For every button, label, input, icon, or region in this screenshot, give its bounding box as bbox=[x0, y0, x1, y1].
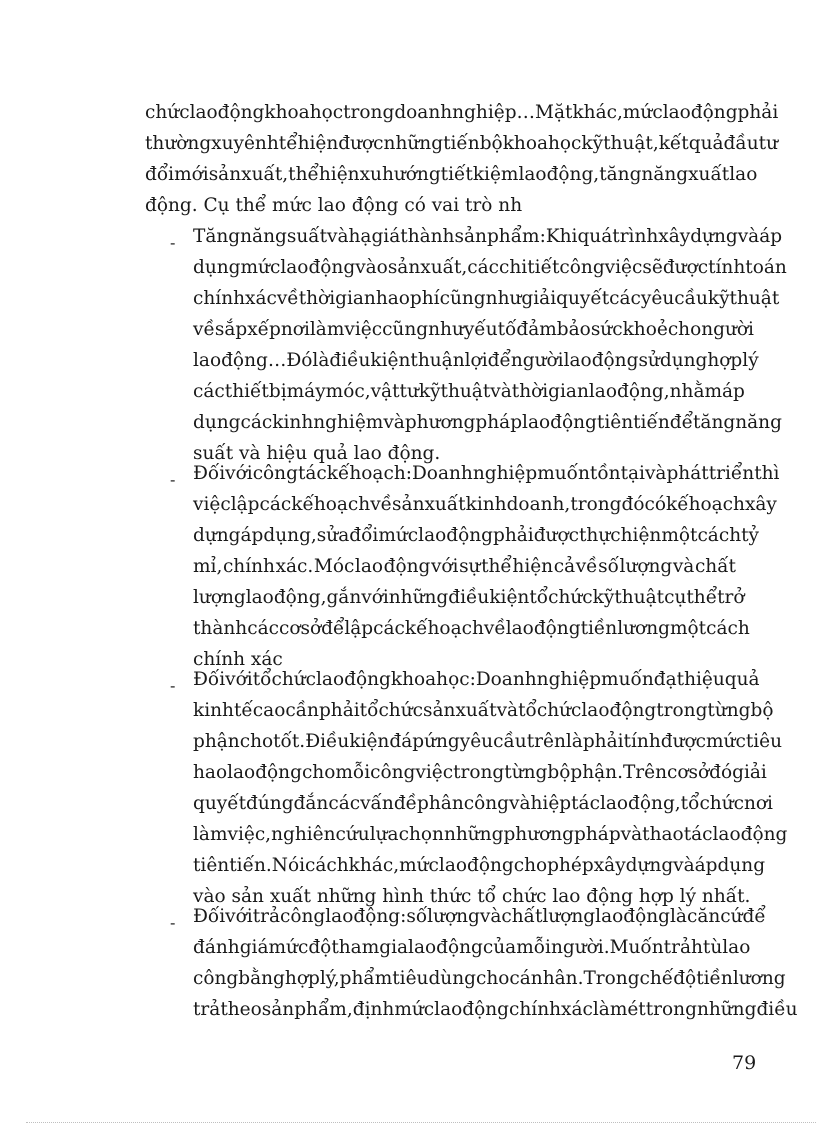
text-line: công bằng hợp lý, phẩm tiêu dùng cho cá nhân. Trong chế độ tiền lương bbox=[193, 968, 786, 989]
text-line: Đối với trả công lao động : số lượng và chất lượng lao động là căn cứ để bbox=[193, 906, 766, 927]
bullet-dash-icon: - bbox=[170, 913, 176, 932]
text-line: Đối với tổ chức lao động khoa học: Doanh nghiệp muốn đạt hiệu quả bbox=[193, 669, 760, 690]
text-line: Tăng năng suất và hạ giá thành sản phẩm: Khi quá trình xây dựng và áp bbox=[193, 226, 783, 247]
text-line: quyết đúng đắn các vấn đề phân công và hiệp tác lao động, tổ chức nơi bbox=[193, 793, 773, 814]
text-line: thường xuyên htể hiện được những tiến bộ khoa học kỹ thuật, kết quả đầu tư bbox=[145, 133, 778, 154]
text-line: về sắp xếp nơi làm việc cũng như yếu tố đảm bảo sức khoẻ cho người bbox=[193, 319, 754, 340]
text-line: đổi mới sản xuất, thể hiện xu hướng tiết kiệm lao động, tăng năng xuất lao bbox=[145, 164, 758, 185]
bullet-dash-icon: - bbox=[170, 470, 176, 489]
text-line: mỉ, chính xác. Móc lao động với sự thể hiện cả về số lượng và chất bbox=[193, 556, 736, 577]
text-line: dựng áp dụng, sửa đổi mức lao động phải được thực hiện một cách tỷ bbox=[193, 525, 759, 546]
text-line: thành các cơ sở để lập các kế hoạch về lao động tiền lương một cách bbox=[193, 618, 750, 639]
bullet-dash-icon: - bbox=[170, 676, 176, 695]
text-line: phận cho tốt. Điều kiện đáp ứng yêu cầu trên là phải tính được mức tiêu bbox=[193, 731, 783, 752]
text-line: việc lập các kế hoạch về sản xuất kinh doanh, trong đó có kế hoạch xây bbox=[193, 494, 777, 515]
text-line: lượng lao động, gắn với những điều kiện tổ chức kỹ thuật cụ thể trở bbox=[193, 587, 745, 608]
text-line: trả theo sản phẩm, định mức lao động chính xác là mét trong những điều bbox=[193, 999, 798, 1020]
text-line: Đối với công tác kế hoạch: Doanh nghiệp muốn tồn tại và phát triển thì bbox=[193, 463, 780, 484]
text-line: dụng các kinh nghiệm và phương pháp lao động tiên tiến để tăng năng bbox=[193, 412, 782, 433]
text-line: chính xác bbox=[193, 649, 283, 670]
text-line: hao lao động cho mỗi công việc trong từng bộ phận. Trên cơ sở đó giải bbox=[193, 762, 767, 783]
text-line: tiên tiến. Nói cách khác, mức lao động cho phép xây dựng và áp dụng bbox=[193, 855, 766, 876]
text-line: đánh giá mức độ tham gia lao động của mỗi người. Muốn trả htù lao bbox=[193, 937, 751, 958]
bullet-dash-icon: - bbox=[170, 233, 176, 252]
text-line: kinh tế cao cần phải tổ chức sản xuất và tổ chức lao động trong từng bộ bbox=[193, 700, 774, 721]
page-number: 79 bbox=[732, 1052, 757, 1074]
text-line: chức lao động khoa học trong doanh nghiệp … Mặt khác, mức lao động phải bbox=[145, 102, 779, 123]
text-line: suất và hiệu quả lao động. bbox=[193, 443, 441, 464]
text-line: dụng mức lao động vào sản xuất, các chi tiết công việc sẽ được tính toán bbox=[193, 257, 787, 278]
text-line: các thiết bị máy móc, vật tư kỹ thuật và thời gian lao động, nhằm áp bbox=[193, 381, 745, 402]
text-line: lao động…Đó là điều kiện thuận lợi để người lao động sử dụng hợp lý bbox=[193, 350, 759, 371]
text-line: động. Cụ thể mức lao động có vai trò nh bbox=[145, 195, 523, 216]
text-line: vào sản xuất những hình thức tổ chức lao động hợp lý nhất. bbox=[193, 886, 751, 907]
text-line: chính xác về thời gian hao phí cũng như giải quyết các yêu cầu kỹ thuật bbox=[193, 288, 780, 309]
text-line: làm việc, nghiên cứu lựa chọn những phương pháp và thao tác lao động bbox=[193, 824, 788, 845]
